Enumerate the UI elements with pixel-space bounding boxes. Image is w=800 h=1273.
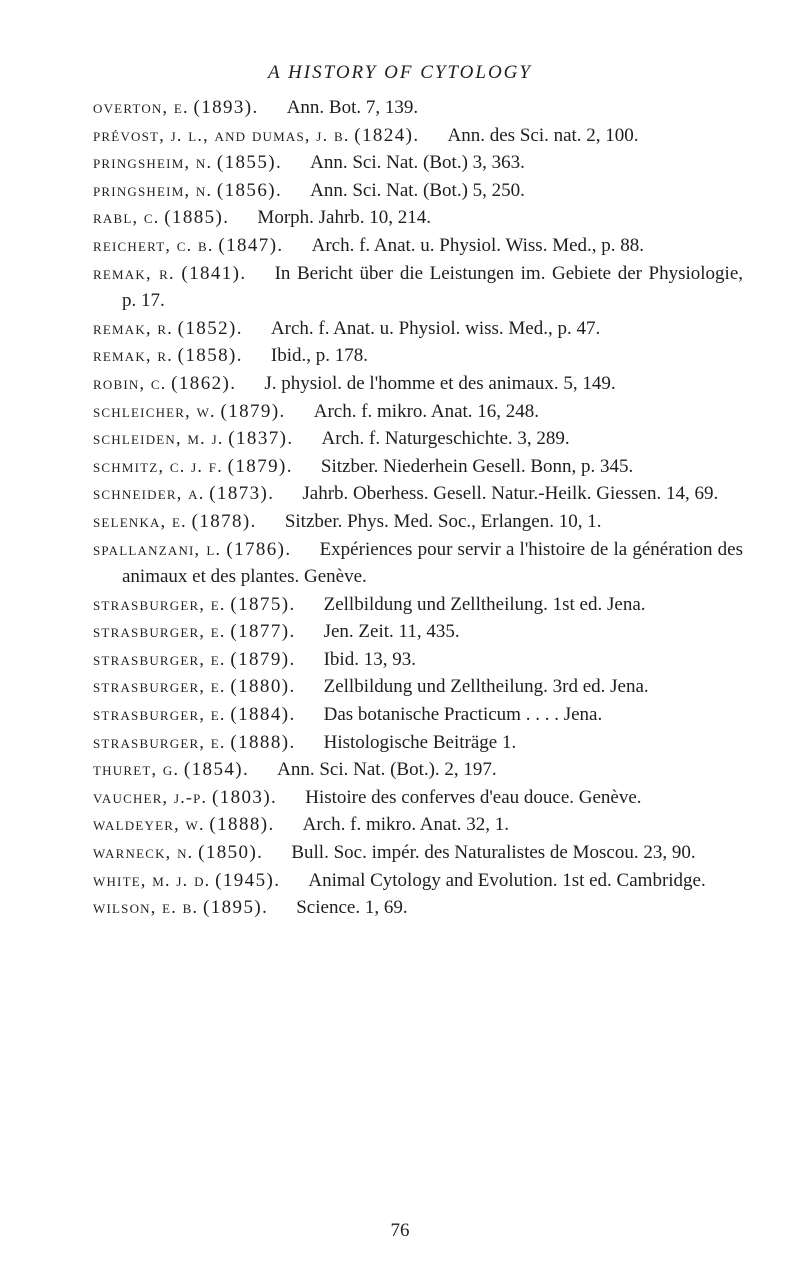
reference-year: (1880). bbox=[230, 676, 296, 698]
reference-citation: Ann. des Sci. nat. 2, 100. bbox=[447, 124, 639, 146]
reference-year: (1856). bbox=[216, 179, 283, 201]
reference-citation: Animal Cytology and Evolution. 1st ed. Cambridge. bbox=[308, 869, 706, 891]
reference-citation: Arch. f. Naturgeschichte. 3, 289. bbox=[321, 428, 570, 450]
reference-entry bbox=[93, 839, 743, 867]
reference-citation: Sitzber. Niederhein Gesell. Bonn, p. 345. bbox=[320, 455, 634, 477]
reference-entry bbox=[93, 315, 743, 343]
reference-entry bbox=[93, 536, 743, 591]
reference-year: (1837). bbox=[228, 428, 294, 450]
reference-author: strasburger, e. bbox=[93, 731, 226, 752]
reference-entry bbox=[93, 784, 743, 812]
reference-author: vaucher, j.-p. bbox=[93, 786, 208, 807]
reference-entry bbox=[93, 232, 743, 260]
reference-entry bbox=[93, 398, 743, 426]
reference-author: remak, r. bbox=[93, 262, 175, 283]
reference-year: (1888). bbox=[209, 814, 275, 836]
reference-author: strasburger, e. bbox=[93, 593, 226, 614]
reference-author: pringsheim, n. bbox=[93, 179, 213, 200]
reference-citation: Ann. Sci. Nat. (Bot.). 2, 197. bbox=[277, 759, 497, 781]
reference-citation: Arch. f. Anat. u. Physiol. Wiss. Med., p. 88. bbox=[311, 234, 645, 256]
reference-citation: Ann. Bot. 7, 139. bbox=[286, 97, 419, 118]
reference-author: strasburger, e. bbox=[93, 704, 226, 725]
reference-author: remak, r. bbox=[93, 317, 173, 338]
reference-entry bbox=[93, 204, 743, 232]
reference-author: schneider, a. bbox=[93, 483, 205, 504]
reference-year: (1824). bbox=[354, 124, 420, 146]
reference-citation: Arch. f. Anat. u. Physiol. wiss. Med., p. 47. bbox=[270, 317, 601, 339]
reference-entry bbox=[93, 94, 743, 122]
reference-citation: Arch. f. mikro. Anat. 16, 248. bbox=[313, 400, 540, 422]
running-title: A HISTORY OF CYTOLOGY bbox=[268, 62, 532, 83]
reference-author: strasburger, e. bbox=[93, 676, 226, 697]
reference-author: wilson, e. b. bbox=[93, 897, 199, 918]
reference-year: (1847). bbox=[218, 234, 284, 256]
reference-author: schleiden, m. j. bbox=[93, 428, 224, 449]
reference-year: (1879). bbox=[220, 400, 286, 422]
reference-entry bbox=[93, 729, 743, 757]
page-number: 76 bbox=[390, 1220, 410, 1241]
reference-citation: In Bericht über die Leistungen im. Gebiete der Physiologie, p. 17. bbox=[122, 262, 744, 312]
reference-citation: Zellbildung und Zelltheilung. 1st ed. Jena. bbox=[323, 593, 646, 615]
reference-year: (1786). bbox=[226, 538, 292, 560]
reference-year: (1877). bbox=[230, 621, 296, 643]
reference-citation: Ibid., p. 178. bbox=[270, 345, 368, 367]
reference-year: (1884). bbox=[230, 704, 296, 726]
reference-author: remak, r. bbox=[93, 345, 173, 366]
reference-year: (1862). bbox=[171, 372, 237, 394]
reference-year: (1945). bbox=[215, 869, 281, 891]
reference-citation: Jen. Zeit. 11, 435. bbox=[323, 621, 460, 643]
reference-citation: Histoire des conferves d'eau douce. Genève. bbox=[305, 786, 642, 808]
reference-author: pringsheim, n. bbox=[93, 152, 213, 173]
reference-author: overton, e. bbox=[93, 97, 189, 117]
reference-year: (1893). bbox=[193, 97, 259, 118]
reference-entry bbox=[93, 811, 743, 839]
reference-entry bbox=[93, 756, 743, 784]
reference-author: selenka, e. bbox=[93, 510, 187, 531]
reference-author: prévost, j. l., and dumas, j. b. bbox=[93, 124, 350, 145]
reference-citation: Das botanische Practicum . . . . Jena. bbox=[323, 704, 603, 726]
reference-year: (1873). bbox=[209, 483, 275, 505]
reference-entry bbox=[93, 701, 743, 729]
reference-entry bbox=[93, 480, 743, 508]
reference-entry bbox=[93, 618, 743, 646]
reference-entry bbox=[93, 673, 743, 701]
reference-entry bbox=[93, 867, 743, 895]
reference-entry bbox=[93, 894, 743, 922]
reference-year: (1858). bbox=[177, 345, 243, 367]
reference-entry bbox=[93, 177, 743, 205]
reference-citation: Zellbildung und Zelltheilung. 3rd ed. Jena. bbox=[323, 676, 649, 698]
reference-entry bbox=[93, 342, 743, 370]
reference-entry bbox=[93, 260, 743, 315]
reference-author: warneck, n. bbox=[93, 842, 194, 863]
reference-year: (1841). bbox=[181, 262, 247, 284]
reference-entry bbox=[93, 453, 743, 481]
reference-author: waldeyer, w. bbox=[93, 814, 205, 835]
reference-citation: Histologische Beiträge 1. bbox=[323, 731, 517, 753]
reference-author: white, m. j. d. bbox=[93, 869, 211, 890]
reference-year: (1879). bbox=[230, 648, 296, 670]
reference-year: (1852). bbox=[177, 317, 243, 339]
reference-entry bbox=[93, 149, 743, 177]
reference-citation: Morph. Jahrb. 10, 214. bbox=[257, 207, 432, 229]
reference-citation: Ann. Sci. Nat. (Bot.) 5, 250. bbox=[310, 179, 525, 201]
reference-entry bbox=[93, 646, 743, 674]
reference-year: (1855). bbox=[216, 152, 283, 174]
reference-author: strasburger, e. bbox=[93, 648, 226, 669]
reference-entry bbox=[93, 508, 743, 536]
reference-year: (1803). bbox=[212, 786, 278, 808]
reference-year: (1854). bbox=[183, 759, 250, 781]
reference-year: (1878). bbox=[191, 510, 257, 532]
reference-year: (1875). bbox=[230, 593, 296, 615]
reference-year: (1895). bbox=[203, 897, 269, 919]
reference-year: (1879). bbox=[227, 455, 293, 477]
reference-author: reichert, c. b. bbox=[93, 234, 214, 255]
reference-citation: Sitzber. Phys. Med. Soc., Erlangen. 10, 1. bbox=[284, 510, 602, 532]
reference-year: (1888). bbox=[230, 731, 296, 753]
reference-year: (1885). bbox=[164, 207, 230, 229]
reference-entry bbox=[93, 370, 743, 398]
reference-citation: Science. 1, 69. bbox=[296, 897, 408, 919]
reference-citation: Arch. f. mikro. Anat. 32, 1. bbox=[302, 814, 509, 836]
reference-author: schmitz, c. j. f. bbox=[93, 455, 223, 476]
reference-author: thuret, g. bbox=[93, 759, 180, 780]
reference-year: (1850). bbox=[198, 842, 264, 864]
reference-author: spallanzani, l. bbox=[93, 538, 222, 559]
reference-author: schleicher, w. bbox=[93, 400, 216, 421]
reference-entry bbox=[93, 591, 743, 619]
reference-citation: Ann. Sci. Nat. (Bot.) 3, 363. bbox=[310, 152, 525, 174]
reference-citation: Bull. Soc. impér. des Naturalistes de Moscou. 23, 90. bbox=[291, 842, 696, 864]
reference-entry bbox=[93, 122, 743, 150]
reference-citation: Expériences pour servir a l'histoire de la génération des animaux et des plantes. Genève. bbox=[122, 538, 743, 588]
reference-citation: Jahrb. Oberhess. Gesell. Natur.-Heilk. Giessen. 14, 69. bbox=[302, 483, 719, 505]
reference-author: robin, c. bbox=[93, 372, 167, 393]
reference-author: strasburger, e. bbox=[93, 621, 226, 642]
reference-list bbox=[93, 94, 743, 922]
reference-entry bbox=[93, 425, 743, 453]
reference-author: rabl, c. bbox=[93, 207, 160, 228]
reference-citation: Ibid. 13, 93. bbox=[323, 648, 416, 670]
reference-citation: J. physiol. de l'homme et des animaux. 5, 149. bbox=[264, 372, 616, 394]
